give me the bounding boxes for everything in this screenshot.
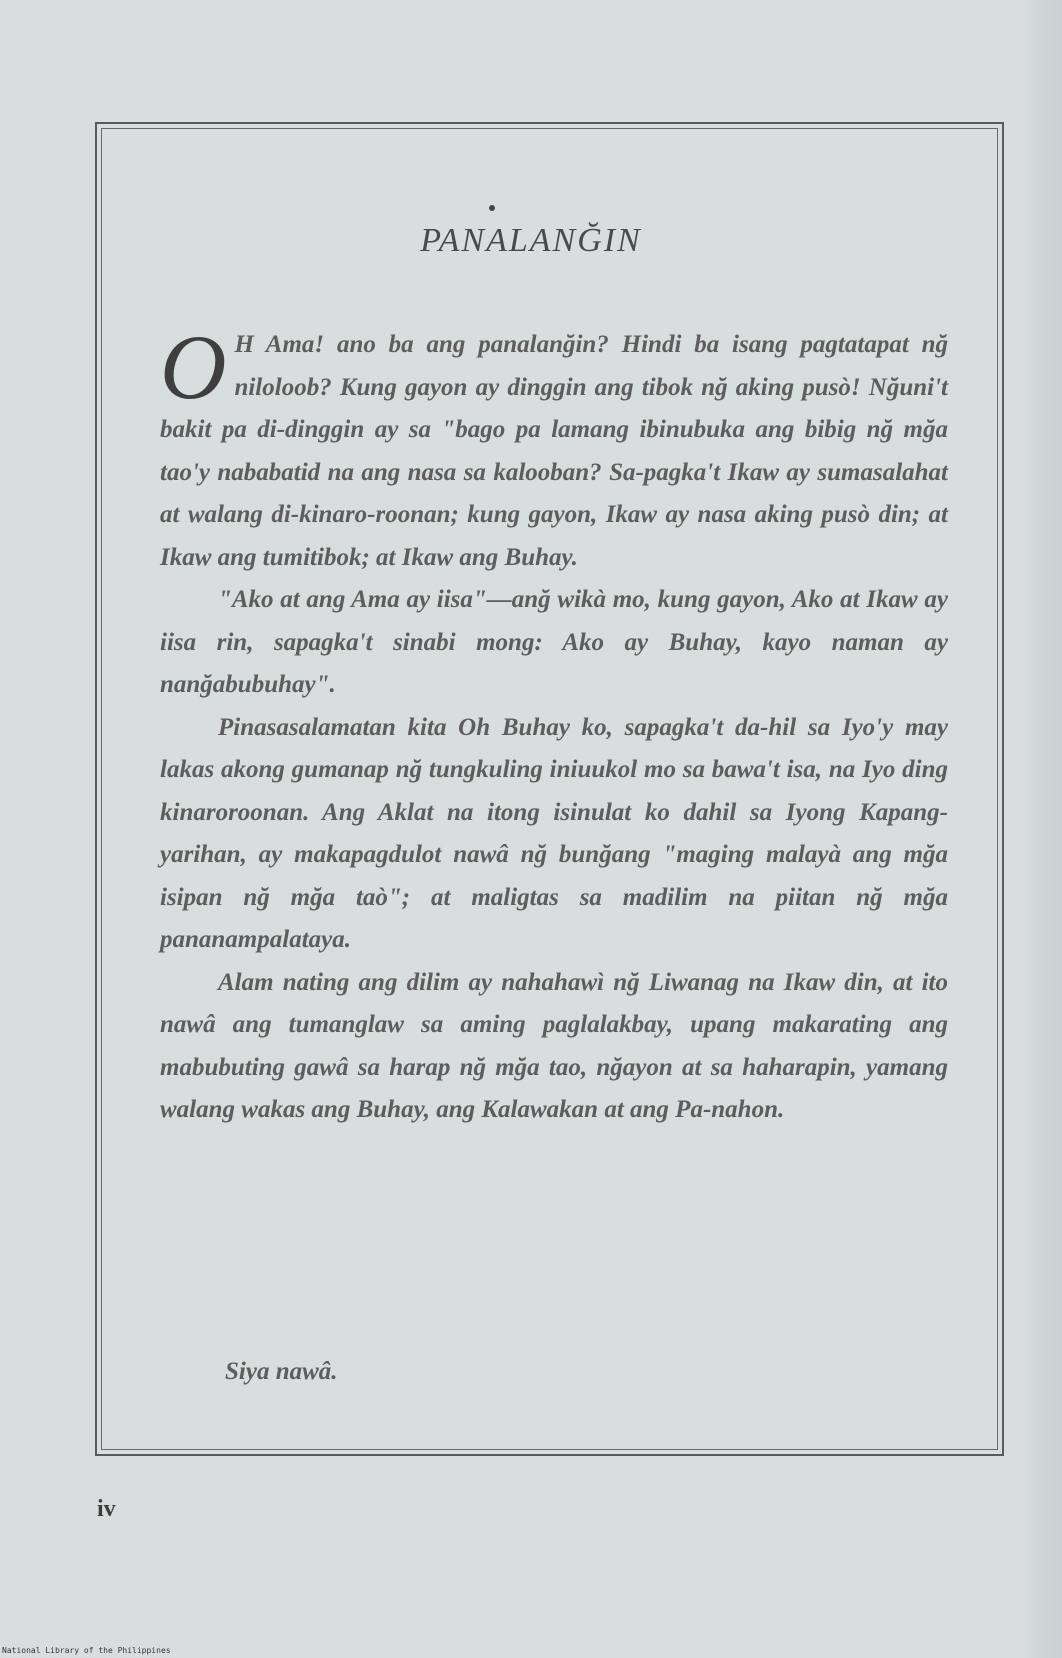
paragraph-4: Alam nating ang dilim ay nahahawì nğ Liwanag na Ikaw din, at ito nawâ ang tumanglaw sa aming paglalakbay, upang makarating ang mabubuting gawâ sa harap nğ mğa tao, nğayon at sa haharapin, yamang walang wakas ang Buhay, ang Kalawakan at ang Pa-nahon. — [160, 968, 948, 1123]
paragraph-1 — [160, 316, 948, 579]
ornament-dot — [489, 205, 495, 211]
prayer-text — [160, 316, 948, 1132]
page-number: iv — [97, 1496, 116, 1522]
closing-line: Siya nawâ. — [225, 1358, 338, 1385]
paragraph-2: "Ako at ang Ama ay iisa"—anğ wikà mo, kung gayon, Ako at Ikaw ay iisa rin, sapagka't sinabi mong: Ako ay Buhay, kayo naman ay nanğabubuhay". — [160, 586, 948, 698]
library-credit: National Library of the Philippines — [2, 1646, 171, 1655]
paragraph-3: Pinasasalamatan kita Oh Buhay ko, sapagka't da-hil sa Iyo'y may lakas akong gumanap nğ tungkuling iniuukol mo sa bawa't isa, na Iyo ding kinaroroonan. Ang Aklat na itong isinulat ko dahil sa Iyong Kapang-yarihan, ay makapagdulot nawâ nğ bunğang "maging malayà ang mğa isipan nğ mğa taò"; at maligtas sa madilim na piitan nğ mğa pananampalataya. — [160, 713, 948, 953]
page-title: PANALANĞIN — [420, 222, 642, 259]
paragraph-1-text: H Ama! ano ba ang panalanğin? Hindi ba isang pagtatapat nğ niloloob? Kung gayon ay dinggin ang tibok nğ aking pusò! Nğuni't bakit pa di-dinggin ay sa "bago pa lamang ibinubuka ang bibig nğ mğa tao'y nababatid na ang nasa sa kalooban? Sa-pagka't Ikaw ay sumasalahat at walang di-kinaro-roonan; kung gayon, Ikaw ay nasa aking pusò din; at Ikaw ang tumitibok; at Ikaw ang Buhay. — [160, 331, 948, 571]
drop-cap: O — [160, 316, 227, 418]
